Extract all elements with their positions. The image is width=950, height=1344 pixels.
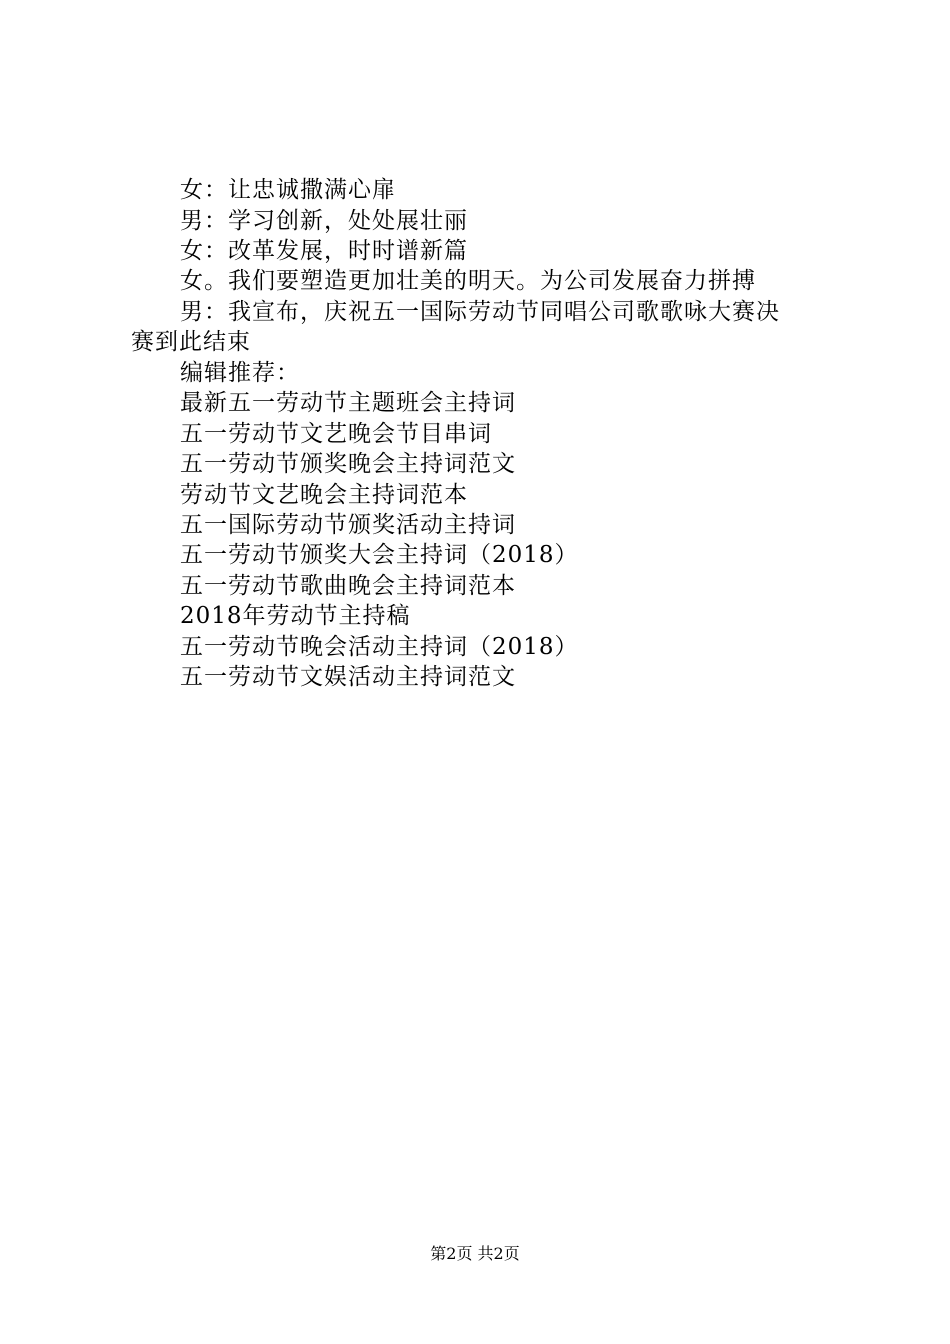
recommendation-link[interactable]: 2018年劳动节主持稿 bbox=[180, 603, 411, 629]
script-line: 女。我们要塑造更加壮美的明天。为公司发展奋力拼搏 bbox=[180, 268, 756, 294]
recommendation-link[interactable]: 五一劳动节颁奖大会主持词（2018） bbox=[180, 542, 579, 568]
recommendation-link[interactable]: 最新五一劳动节主题班会主持词 bbox=[180, 390, 516, 416]
recommendation-link[interactable]: 五一劳动节歌曲晚会主持词范本 bbox=[180, 573, 516, 599]
recommendation-link[interactable]: 劳动节文艺晚会主持词范本 bbox=[180, 482, 468, 508]
script-line-continuation: 赛到此结束 bbox=[131, 329, 251, 355]
script-line: 男：我宣布，庆祝五一国际劳动节同唱公司歌歌咏大赛决 bbox=[180, 299, 780, 325]
recommendation-link[interactable]: 五一劳动节晚会活动主持词（2018） bbox=[180, 634, 579, 660]
script-line: 女：让忠诚撒满心扉 bbox=[180, 177, 396, 203]
script-line: 女：改革发展，时时谱新篇 bbox=[180, 238, 468, 264]
recommendation-link[interactable]: 五一劳动节颁奖晚会主持词范文 bbox=[180, 451, 516, 477]
recommendation-link[interactable]: 五一劳动节文艺晚会节目串词 bbox=[180, 421, 492, 447]
recommendation-link[interactable]: 五一劳动节文娱活动主持词范文 bbox=[180, 664, 516, 690]
page-footer: 第2页 共2页 bbox=[430, 1244, 520, 1263]
recommendation-link[interactable]: 五一国际劳动节颁奖活动主持词 bbox=[180, 512, 516, 538]
script-line: 男：学习创新，处处展壮丽 bbox=[180, 208, 468, 234]
recommend-heading: 编辑推荐： bbox=[180, 360, 300, 386]
